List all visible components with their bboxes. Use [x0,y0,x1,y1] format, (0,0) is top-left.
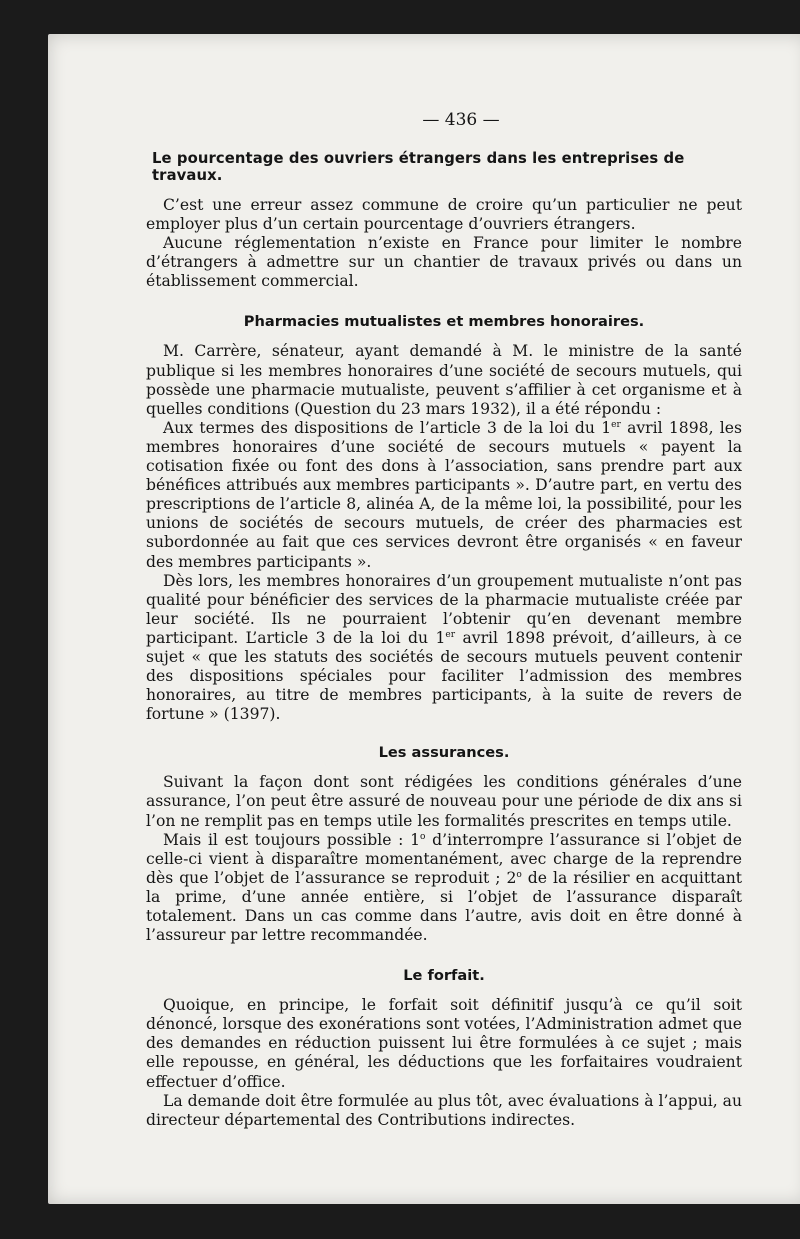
section-heading-pharmacies: Pharmacies mutualistes et membres honoraires. [243,313,645,331]
paragraph: M. Carrère, sénateur, ayant demandé à M. le ministre de la santé publique si les membres honoraires d’une société de secours mutuels, qui possède une pharmacie mutualiste, peuvent s’affilier à cet organisme et à quelles conditions (Question du 23 mars 1932), il a été répondu : [146,342,742,418]
paragraph: Mais il est toujours possible : 1$^o$ d’interrompre l’assurance si l’objet de celle-ci vient à disparaître momentanément, avec charge de la reprendre dès que l’objet de l’assurance se reproduit ; 2$^o$ de la résilier en acquittant la prime, d’une année entière, si l’objet de l’assurance disparaît totalement. Dans un cas comme dans l’autre, avis doit en être donné à l’assureur par lettre recommandée. [146,830,743,945]
paragraph: La demande doit être formulée au plus tôt, avec évaluations à l’appui, au directeur départemental des Contributions indirectes. [146,1091,742,1129]
paragraph: Dès lors, les membres honoraires d’un groupement mutualiste n’ont pas qualité pour bénéficier des services de la pharmacie mutualiste créée par leur société. Ils ne pourraient l’obtenir qu’en devenant membre participant. L’article 3 de la loi du 1er avril 1898 prévoit, d’ailleurs, à ce sujet « que les statuts des sociétés de secours mutuels peuvent contenir des dispositions spéciales pour faciliter l’admission des membres honoraires, au titre de membres participants, à la suite de revers de fortune » (1397). [146,571,742,724]
page-content [146,110,742,1130]
paragraph: C’est une erreur assez commune de croire qu’un particulier ne peut employer plus d’un certain pourcentage d’ouvriers étrangers. [146,196,742,234]
section-heading-foreign-workers: Le pourcentage des ouvriers étrangers dans les entreprises de travaux. [152,150,685,184]
paragraph: Aucune réglementation n’existe en France pour limiter le nombre d’étrangers à admettre sur un chantier de travaux privés ou dans un établissement commercial. [146,234,742,291]
section-heading-insurance: Les assurances. [378,744,510,762]
document-page [48,34,800,1204]
page-number: — 436 — [422,110,500,130]
paragraph: Quoique, en principe, le forfait soit définitif jusqu’à ce qu’il soit dénoncé, lorsque des exonérations sont votées, l’Administration admet que des demandes en réduction puissent lui être formulées à ce sujet ; mais elle repousse, en général, les déductions que les forfaitaires voudraient effectuer d’office. [146,996,742,1091]
paragraph: Suivant la façon dont sont rédigées les conditions générales d’une assurance, l’on peut être assuré de nouveau pour une période de dix ans si l’on ne remplit pas en temps utile les formalités prescrites en temps utile. [146,773,742,830]
paragraph: Aux termes des dispositions de l’article 3 de la loi du 1er avril 1898, les membres honoraires d’une société de secours mutuels « payent la cotisation fixée ou font des dons à l’association, sans prendre part aux bénéfices attribués aux membres participants ». D’autre part, en vertu des prescriptions de l’article 8, alinéa A, de la même loi, la possibilité, pour les unions de sociétés de secours mutuels, de créer des pharmacies est subordonnée au fait que ces services devront être organisés « en faveur des membres participants ». [146,418,743,571]
section-heading-forfait: Le forfait. [403,967,485,985]
